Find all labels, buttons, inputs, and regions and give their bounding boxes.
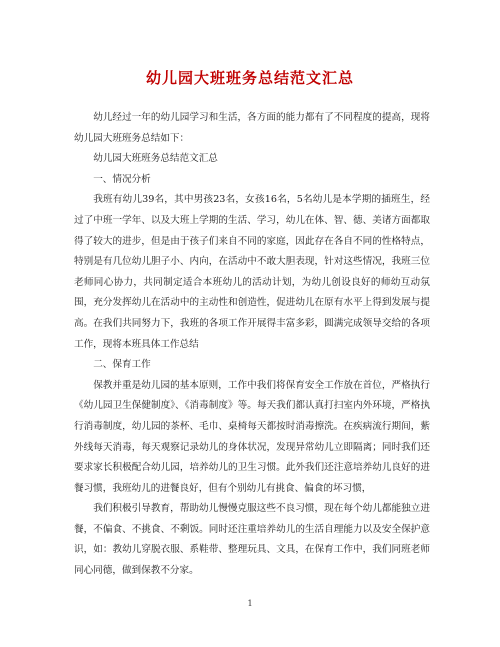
care-paragraph-2: 我们积极引导教育，帮助幼儿慢慢克服这些不良习惯，现在每个幼儿都能独立进餐，不偏食、不挑食、不剩饭。同时还注重培养幼儿的生活自理能力以及安全保护意识，如：教幼儿穿脱衣服、系鞋带、整理玩具、文具，在保育工作中，我们同班老师同心同德，做到保教不分家。: [74, 503, 430, 577]
page-number: 1: [247, 599, 253, 608]
intro-paragraph: 幼儿经过一年的幼儿园学习和生活，各方面的能力都有了不同程度的提高，现将幼儿园大班班务总结如下：: [74, 112, 430, 144]
document-title: 幼儿园大班班务总结范文汇总: [145, 69, 354, 87]
situation-paragraph: 我班有幼儿39名，其中男孩23名，女孩16名，5名幼儿是本学期的插班生，经过了中班一学年、以及大班上学期的生活、学习，幼儿在体、智、德、美诸方面都取得了较大的进步，但是由于孩子们来自不同的家庭，因此存在各自不同的性格特点，特别是有几位幼儿胆子小、内向，在活动中不敢大胆表现，针对这些情况，我班三位老师同心协力，共同制定适合本班幼儿的活动计划，为幼儿创设良好的师幼互动氛围，充分发挥幼儿在活动中的主动性和创造性，促进幼儿在原有水平上得到发展与提高。在我们共同努力下，我班的各项工作开展得丰富多彩，圆满完成领导交给的各项工作，现将本班具体工作总结: [74, 194, 430, 350]
care-paragraph-1: 保教并重是幼儿园的基本原则，工作中我们将保育安全工作放在首位，严格执行《幼儿园卫生保健制度》、《消毒制度》等。每天我们都认真打扫室内外环境，严格执行消毒制度，幼儿园的茶杯、毛巾、桌椅每天都按时消毒擦洗。在疾病流行期间，紫外线每天消毒，每天观察记录幼儿的身体状况，发现异常幼儿立即隔离；同时我们还要求家长积极配合幼儿园，培养幼儿的卫生习惯。此外我们还注意培养幼儿良好的进餐习惯，我班幼儿的进餐良好，但有个别幼儿有挑食、偏食的坏习惯，: [74, 379, 430, 494]
section-heading-care: 二、保育工作: [93, 359, 151, 371]
document-body: [74, 108, 430, 582]
subtitle-paragraph: 幼儿园大班班务总结范文汇总: [93, 153, 218, 165]
section-heading-situation: 一、情况分析: [93, 173, 151, 185]
